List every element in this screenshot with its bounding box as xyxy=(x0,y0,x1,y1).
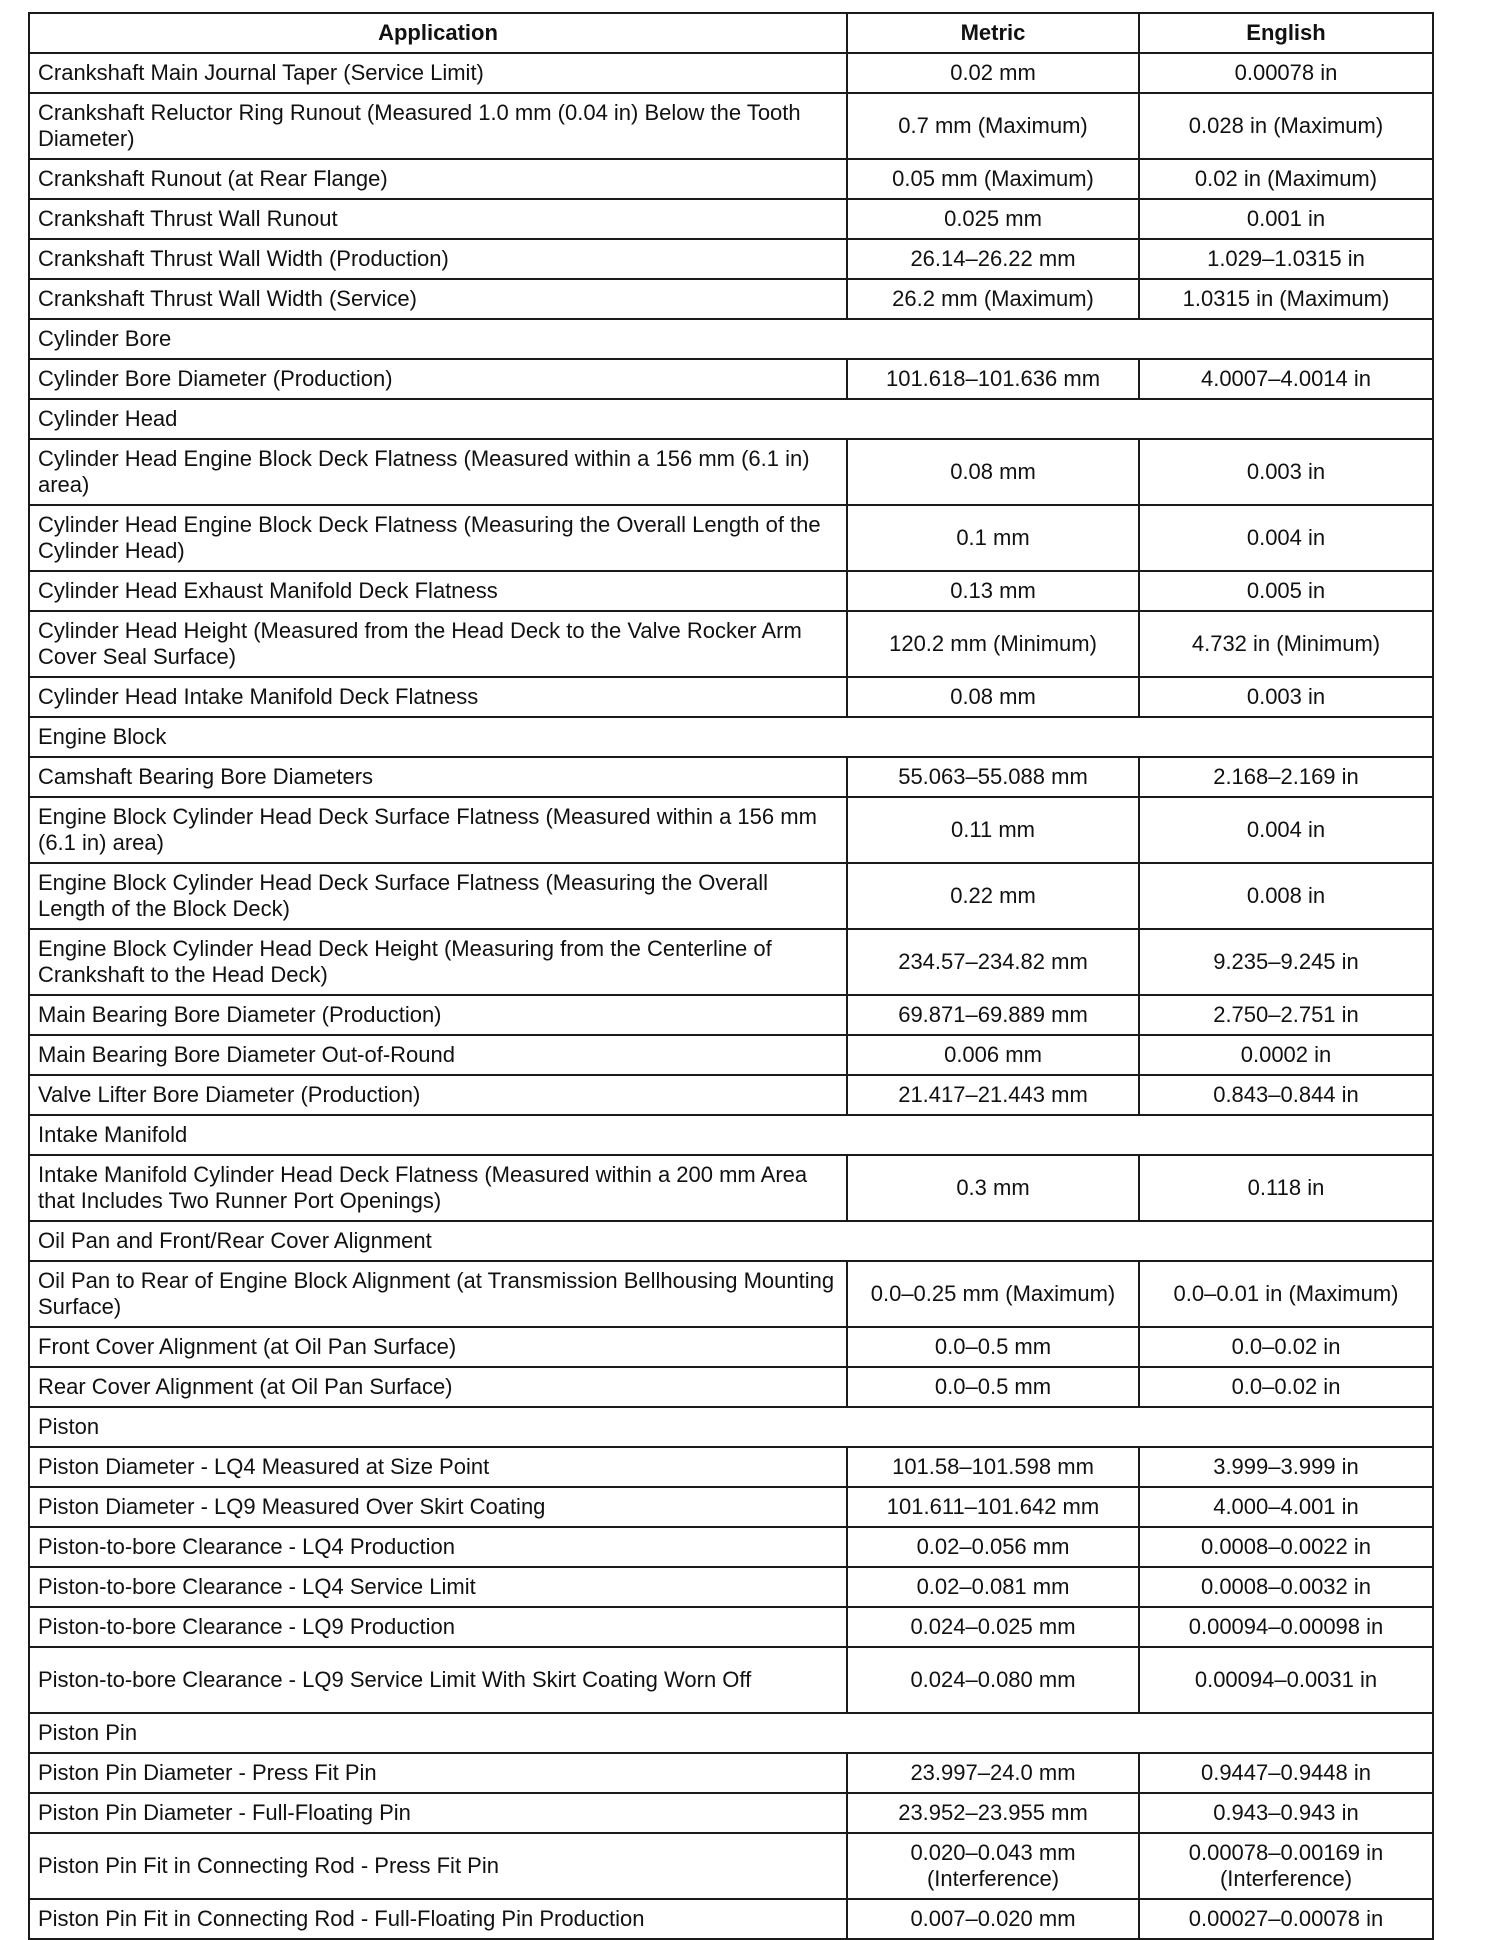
metric-cell: 0.08 mm xyxy=(847,677,1139,717)
application-cell: Engine Block Cylinder Head Deck Surface Flatness (Measuring the Overall Length of the Block Deck) xyxy=(29,863,847,929)
application-cell: Crankshaft Thrust Wall Runout xyxy=(29,199,847,239)
metric-cell: 26.2 mm (Maximum) xyxy=(847,279,1139,319)
application-cell: Piston Diameter - LQ9 Measured Over Skirt Coating xyxy=(29,1487,847,1527)
english-cell: 0.0008–0.0022 in xyxy=(1139,1527,1433,1567)
table-row xyxy=(29,677,1433,717)
english-cell: 0.001 in xyxy=(1139,199,1433,239)
english-cell: 0.004 in xyxy=(1139,797,1433,863)
section-title: Piston xyxy=(29,1407,1433,1447)
application-cell: Piston Pin Fit in Connecting Rod - Press Fit Pin xyxy=(29,1833,847,1899)
metric-cell: 0.11 mm xyxy=(847,797,1139,863)
metric-cell: 23.952–23.955 mm xyxy=(847,1793,1139,1833)
table-row xyxy=(29,239,1433,279)
english-cell: 1.0315 in (Maximum) xyxy=(1139,279,1433,319)
metric-cell: 0.13 mm xyxy=(847,571,1139,611)
application-cell: Cylinder Bore Diameter (Production) xyxy=(29,359,847,399)
table-row xyxy=(29,1793,1433,1833)
table-row xyxy=(29,995,1433,1035)
english-cell: 2.750–2.751 in xyxy=(1139,995,1433,1035)
table-row xyxy=(29,1447,1433,1487)
table-row xyxy=(29,757,1433,797)
application-cell: Piston Pin Diameter - Press Fit Pin xyxy=(29,1753,847,1793)
table-row xyxy=(29,1527,1433,1567)
application-cell: Front Cover Alignment (at Oil Pan Surface) xyxy=(29,1327,847,1367)
metric-cell: 0.7 mm (Maximum) xyxy=(847,93,1139,159)
english-cell: 0.0–0.01 in (Maximum) xyxy=(1139,1261,1433,1327)
metric-cell: 0.024–0.025 mm xyxy=(847,1607,1139,1647)
application-cell: Rear Cover Alignment (at Oil Pan Surface) xyxy=(29,1367,847,1407)
metric-cell: 0.1 mm xyxy=(847,505,1139,571)
table-row xyxy=(29,1075,1433,1115)
table-row xyxy=(29,505,1433,571)
application-cell: Cylinder Head Engine Block Deck Flatness (Measuring the Overall Length of the Cylinder Head) xyxy=(29,505,847,571)
application-cell: Main Bearing Bore Diameter (Production) xyxy=(29,995,847,1035)
english-cell: 0.00078 in xyxy=(1139,53,1433,93)
header-application: Application xyxy=(29,13,847,53)
english-cell: 0.0002 in xyxy=(1139,1035,1433,1075)
metric-cell: 234.57–234.82 mm xyxy=(847,929,1139,995)
application-cell: Piston-to-bore Clearance - LQ4 Production xyxy=(29,1527,847,1567)
table-row xyxy=(29,611,1433,677)
metric-cell: 0.025 mm xyxy=(847,199,1139,239)
table-row xyxy=(29,93,1433,159)
table-row xyxy=(29,1607,1433,1647)
section-row xyxy=(29,717,1433,757)
table-row xyxy=(29,53,1433,93)
table-row xyxy=(29,863,1433,929)
metric-cell: 0.0–0.25 mm (Maximum) xyxy=(847,1261,1139,1327)
metric-cell: 0.007–0.020 mm xyxy=(847,1899,1139,1939)
metric-cell: 0.05 mm (Maximum) xyxy=(847,159,1139,199)
application-cell: Engine Block Cylinder Head Deck Height (Measuring from the Centerline of Crankshaft to the Head Deck) xyxy=(29,929,847,995)
english-cell: 4.0007–4.0014 in xyxy=(1139,359,1433,399)
english-cell: 4.000–4.001 in xyxy=(1139,1487,1433,1527)
english-cell: 0.0008–0.0032 in xyxy=(1139,1567,1433,1607)
application-cell: Piston-to-bore Clearance - LQ9 Service Limit With Skirt Coating Worn Off xyxy=(29,1647,847,1713)
application-cell: Piston-to-bore Clearance - LQ9 Production xyxy=(29,1607,847,1647)
english-cell: 0.00078–0.00169 in (Interference) xyxy=(1139,1833,1433,1899)
application-cell: Cylinder Head Height (Measured from the Head Deck to the Valve Rocker Arm Cover Seal Surface) xyxy=(29,611,847,677)
metric-cell: 120.2 mm (Minimum) xyxy=(847,611,1139,677)
application-cell: Cylinder Head Engine Block Deck Flatness (Measured within a 156 mm (6.1 in) area) xyxy=(29,439,847,505)
section-row xyxy=(29,399,1433,439)
metric-cell: 101.618–101.636 mm xyxy=(847,359,1139,399)
english-cell: 0.0–0.02 in xyxy=(1139,1367,1433,1407)
application-cell: Cylinder Head Intake Manifold Deck Flatness xyxy=(29,677,847,717)
english-cell: 0.943–0.943 in xyxy=(1139,1793,1433,1833)
application-cell: Crankshaft Main Journal Taper (Service Limit) xyxy=(29,53,847,93)
header-row xyxy=(29,13,1433,53)
metric-cell: 0.3 mm xyxy=(847,1155,1139,1221)
section-row xyxy=(29,319,1433,359)
application-cell: Crankshaft Reluctor Ring Runout (Measured 1.0 mm (0.04 in) Below the Tooth Diameter) xyxy=(29,93,847,159)
section-title: Piston Pin xyxy=(29,1713,1433,1753)
metric-cell: 101.611–101.642 mm xyxy=(847,1487,1139,1527)
table-row xyxy=(29,439,1433,505)
english-cell: 0.9447–0.9448 in xyxy=(1139,1753,1433,1793)
application-cell: Camshaft Bearing Bore Diameters xyxy=(29,757,847,797)
english-cell: 0.008 in xyxy=(1139,863,1433,929)
spec-sheet xyxy=(28,12,1432,1940)
section-title: Cylinder Head xyxy=(29,399,1433,439)
table-row xyxy=(29,199,1433,239)
section-title: Oil Pan and Front/Rear Cover Alignment xyxy=(29,1221,1433,1261)
section-title: Intake Manifold xyxy=(29,1115,1433,1155)
table-row xyxy=(29,1367,1433,1407)
english-cell: 0.00027–0.00078 in xyxy=(1139,1899,1433,1939)
english-cell: 0.028 in (Maximum) xyxy=(1139,93,1433,159)
english-cell: 0.003 in xyxy=(1139,677,1433,717)
application-cell: Main Bearing Bore Diameter Out-of-Round xyxy=(29,1035,847,1075)
metric-cell: 0.02–0.081 mm xyxy=(847,1567,1139,1607)
section-title: Cylinder Bore xyxy=(29,319,1433,359)
metric-cell: 55.063–55.088 mm xyxy=(847,757,1139,797)
table-row xyxy=(29,1753,1433,1793)
section-title: Engine Block xyxy=(29,717,1433,757)
metric-cell: 0.02 mm xyxy=(847,53,1139,93)
table-row xyxy=(29,571,1433,611)
english-cell: 0.118 in xyxy=(1139,1155,1433,1221)
table-row xyxy=(29,359,1433,399)
metric-cell: 101.58–101.598 mm xyxy=(847,1447,1139,1487)
english-cell: 4.732 in (Minimum) xyxy=(1139,611,1433,677)
english-cell: 3.999–3.999 in xyxy=(1139,1447,1433,1487)
metric-cell: 69.871–69.889 mm xyxy=(847,995,1139,1035)
table-row xyxy=(29,1899,1433,1939)
table-row xyxy=(29,1567,1433,1607)
table-row xyxy=(29,1155,1433,1221)
english-cell: 0.02 in (Maximum) xyxy=(1139,159,1433,199)
table-row xyxy=(29,1261,1433,1327)
english-cell: 9.235–9.245 in xyxy=(1139,929,1433,995)
english-cell: 0.00094–0.00098 in xyxy=(1139,1607,1433,1647)
section-row xyxy=(29,1407,1433,1447)
application-cell: Crankshaft Thrust Wall Width (Production) xyxy=(29,239,847,279)
english-cell: 0.00094–0.0031 in xyxy=(1139,1647,1433,1713)
application-cell: Piston Pin Diameter - Full-Floating Pin xyxy=(29,1793,847,1833)
table-row xyxy=(29,1327,1433,1367)
english-cell: 2.168–2.169 in xyxy=(1139,757,1433,797)
metric-cell: 0.08 mm xyxy=(847,439,1139,505)
table-header xyxy=(29,13,1433,53)
metric-cell: 0.0–0.5 mm xyxy=(847,1327,1139,1367)
english-cell: 0.004 in xyxy=(1139,505,1433,571)
metric-cell: 21.417–21.443 mm xyxy=(847,1075,1139,1115)
specification-table xyxy=(28,12,1434,1940)
english-cell: 0.005 in xyxy=(1139,571,1433,611)
metric-cell: 0.006 mm xyxy=(847,1035,1139,1075)
application-cell: Piston Diameter - LQ4 Measured at Size Point xyxy=(29,1447,847,1487)
application-cell: Oil Pan to Rear of Engine Block Alignment (at Transmission Bellhousing Mounting Surface) xyxy=(29,1261,847,1327)
english-cell: 1.029–1.0315 in xyxy=(1139,239,1433,279)
english-cell: 0.003 in xyxy=(1139,439,1433,505)
table-row xyxy=(29,279,1433,319)
header-metric: Metric xyxy=(847,13,1139,53)
header-english: English xyxy=(1139,13,1433,53)
application-cell: Crankshaft Runout (at Rear Flange) xyxy=(29,159,847,199)
metric-cell: 0.02–0.056 mm xyxy=(847,1527,1139,1567)
metric-cell: 0.22 mm xyxy=(847,863,1139,929)
english-cell: 0.0–0.02 in xyxy=(1139,1327,1433,1367)
section-row xyxy=(29,1115,1433,1155)
metric-cell: 23.997–24.0 mm xyxy=(847,1753,1139,1793)
table-row xyxy=(29,1833,1433,1899)
application-cell: Engine Block Cylinder Head Deck Surface Flatness (Measured within a 156 mm (6.1 in) area) xyxy=(29,797,847,863)
application-cell: Piston Pin Fit in Connecting Rod - Full-Floating Pin Production xyxy=(29,1899,847,1939)
section-row xyxy=(29,1221,1433,1261)
application-cell: Cylinder Head Exhaust Manifold Deck Flatness xyxy=(29,571,847,611)
section-row xyxy=(29,1713,1433,1753)
table-row xyxy=(29,1647,1433,1713)
metric-cell: 26.14–26.22 mm xyxy=(847,239,1139,279)
metric-cell: 0.020–0.043 mm (Interference) xyxy=(847,1833,1139,1899)
table-body xyxy=(29,53,1433,1939)
application-cell: Piston-to-bore Clearance - LQ4 Service Limit xyxy=(29,1567,847,1607)
table-row xyxy=(29,1035,1433,1075)
metric-cell: 0.0–0.5 mm xyxy=(847,1367,1139,1407)
table-row xyxy=(29,1487,1433,1527)
application-cell: Intake Manifold Cylinder Head Deck Flatness (Measured within a 200 mm Area that Includes Two Runner Port Openings) xyxy=(29,1155,847,1221)
table-row xyxy=(29,929,1433,995)
table-row xyxy=(29,797,1433,863)
application-cell: Valve Lifter Bore Diameter (Production) xyxy=(29,1075,847,1115)
application-cell: Crankshaft Thrust Wall Width (Service) xyxy=(29,279,847,319)
metric-cell: 0.024–0.080 mm xyxy=(847,1647,1139,1713)
english-cell: 0.843–0.844 in xyxy=(1139,1075,1433,1115)
table-row xyxy=(29,159,1433,199)
